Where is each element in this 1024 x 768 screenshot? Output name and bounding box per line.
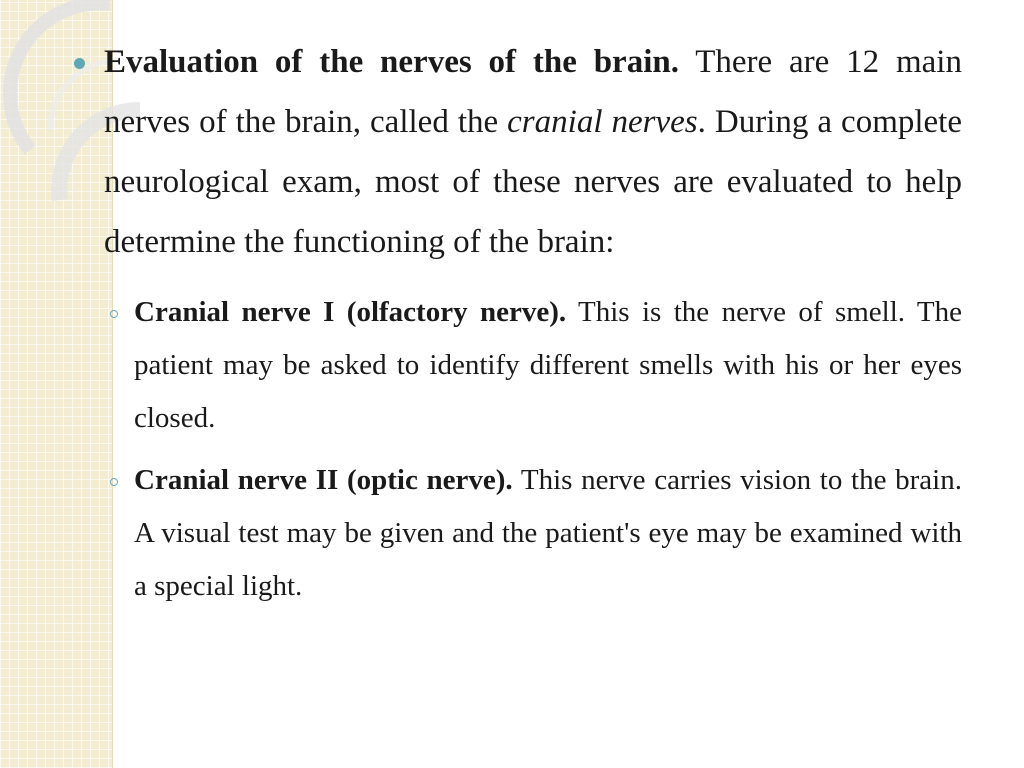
sub-bullet-optic-nerve [134,454,962,613]
sub-bullet-olfactory-nerve [134,286,962,445]
main-bullet-italic-term: cranial nerves [507,104,698,140]
sub-bullet-heading: Cranial nerve I (olfactory nerve). [134,296,567,328]
sub-bullet-text: This is the nerve of smell. The patient may be asked to identify different smells with his or her eyes closed. [134,296,962,434]
bullet-dot-icon [74,58,85,69]
main-bullet-text-1: There are 12 main nerves of the brain, called the [104,44,962,140]
sub-bullet-ring-icon [110,310,118,318]
slide-content [104,32,962,622]
sub-bullet-list [104,286,962,613]
main-bullet-heading: Evaluation of the nerves of the brain. [104,44,679,80]
sub-bullet-text: This nerve carries vision to the brain. A visual test may be given and the patient's eye may be examined with a special light. [134,464,962,602]
sub-bullet-ring-icon [110,478,118,486]
main-bullet-cranial-nerves [104,32,962,272]
main-bullet-text-2: . During a complete neurological exam, most of these nerves are evaluated to help determine the functioning of the brain: [104,104,962,260]
sub-bullet-heading: Cranial nerve II (optic nerve). [134,464,513,496]
decorative-side-strip [0,0,113,768]
